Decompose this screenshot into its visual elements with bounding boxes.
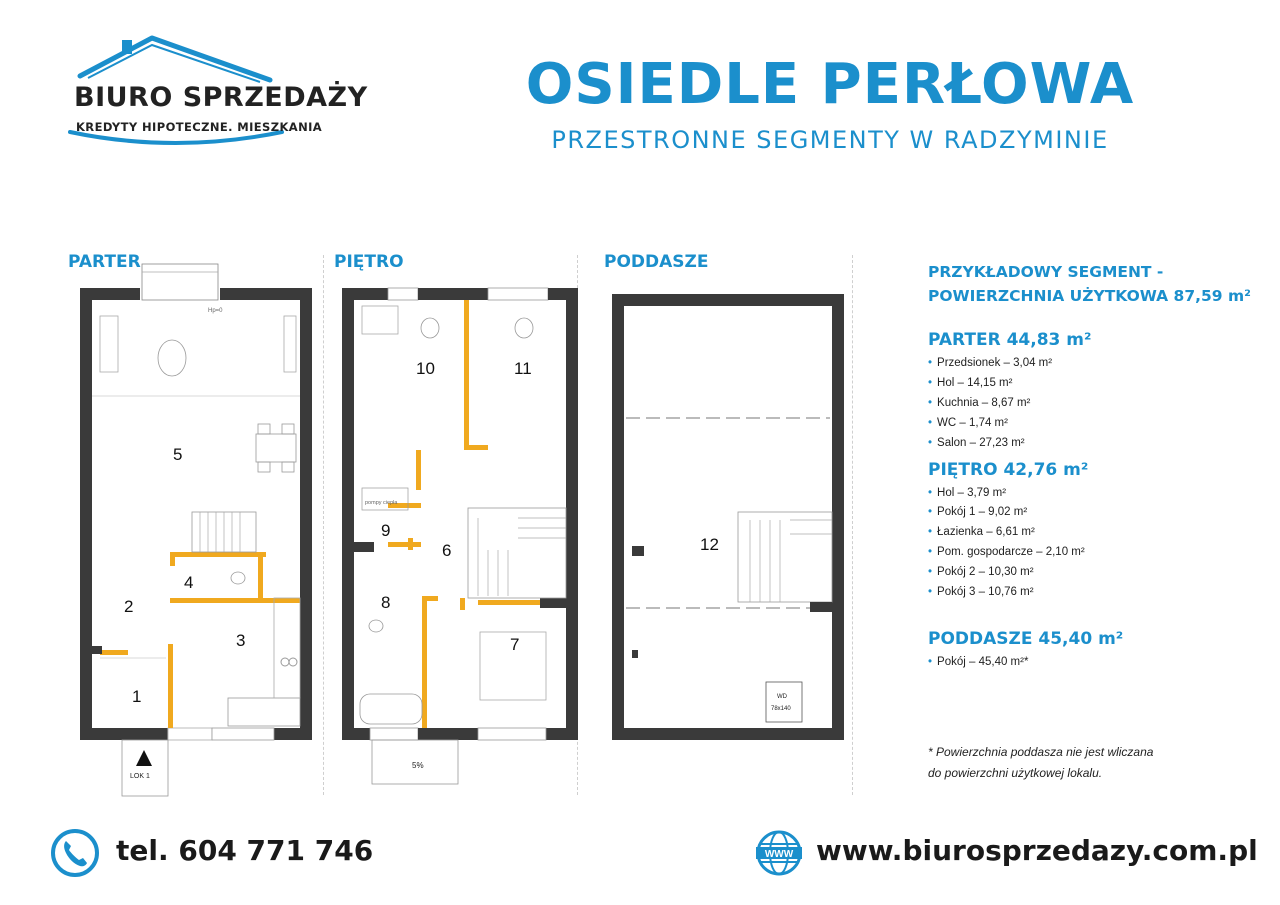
section-title-parter: PARTER 44,83 m² — [928, 330, 1092, 350]
area-info-panel — [928, 260, 1268, 673]
company-logo — [60, 28, 368, 153]
list-item: • Pom. gospodarcze – 2,10 m² — [928, 546, 1085, 559]
svg-text:WWW: WWW — [764, 849, 794, 860]
separator — [323, 255, 324, 795]
room-number: 4 — [184, 573, 194, 592]
floor-label-pietro: PIĘTRO — [334, 252, 404, 272]
section-title-pietro: PIĘTRO 42,76 m² — [928, 459, 1089, 480]
roof-window-size: 78x140 — [771, 706, 791, 712]
list-item: • Hol – 14,15 m² — [928, 376, 1013, 389]
room-number: 8 — [381, 593, 391, 612]
room-number: 9 — [381, 521, 391, 540]
list-item: • Przedsionek – 3,04 m² — [928, 357, 1053, 369]
slope-label: 5% — [412, 761, 424, 770]
website-link[interactable]: www.biurosprzedazy.com.pl — [816, 834, 1258, 867]
list-item: • WC – 1,74 m² — [928, 416, 1008, 429]
floor-label-parter: PARTER — [68, 252, 141, 272]
floor-plan-parter — [60, 258, 322, 798]
list-item: • Pokój 3 – 10,76 m² — [928, 586, 1034, 599]
list-item: • Pokój 1 – 9,02 m² — [928, 506, 1028, 519]
room-number: 7 — [510, 635, 520, 654]
room-number: 12 — [700, 535, 719, 554]
list-item: • Pokój – 45,40 m²* — [928, 655, 1029, 668]
room-number: 1 — [132, 687, 142, 706]
footnote-line2: do powierzchni użytkowej lokalu. — [928, 766, 1103, 780]
list-item: • Hol – 3,79 m² — [928, 486, 1007, 499]
footnote — [928, 742, 1153, 784]
floor-label-poddasze: PODDASZE — [604, 252, 709, 272]
room-number: 11 — [514, 359, 532, 378]
room-list-pietro — [928, 484, 1268, 603]
info-heading-line1: PRZYKŁADOWY SEGMENT - — [928, 263, 1164, 281]
separator — [852, 255, 853, 795]
floor-plan-pietro — [332, 258, 582, 798]
room-number: 3 — [236, 631, 246, 650]
pump-label: pompy ciepła — [365, 500, 398, 506]
info-heading-line2: POWIERZCHNIA UŻYTKOWA 87,59 m² — [928, 287, 1251, 305]
phone-number[interactable]: tel. 604 771 746 — [116, 834, 374, 867]
room-number: 2 — [124, 597, 134, 616]
page-title: OSIEDLE PERŁOWA — [525, 52, 1135, 117]
list-item: • Kuchnia – 8,67 m² — [928, 396, 1031, 409]
phone-icon[interactable] — [50, 828, 100, 883]
level-mark: Hp=0 — [208, 308, 223, 314]
globe-www-icon[interactable] — [754, 828, 804, 883]
logo-tagline: KREDYTY HIPOTECZNE. MIESZKANIA — [76, 120, 323, 134]
list-item: • Salon – 27,23 m² — [928, 436, 1025, 449]
room-number: 6 — [442, 541, 452, 560]
list-item: • Łazienka – 6,61 m² — [928, 526, 1035, 539]
floor-plan-poddasze — [604, 258, 850, 798]
room-list-parter — [928, 354, 1268, 454]
entrance-label: LOK 1 — [130, 773, 150, 780]
section-title-poddasze: PODDASZE 45,40 m² — [928, 628, 1124, 649]
roof-window-label: WD — [777, 694, 787, 700]
page-subtitle: PRZESTRONNE SEGMENTY W RADZYMINIE — [551, 126, 1109, 154]
list-item: • Pokój 2 – 10,30 m² — [928, 566, 1034, 579]
footnote-line1: * Powierzchnia poddasza nie jest wliczana — [928, 745, 1154, 759]
room-number: 10 — [416, 359, 435, 378]
room-number: 5 — [173, 445, 183, 464]
logo-brand: BIURO SPRZEDAŻY — [74, 82, 368, 113]
room-list-poddasze — [928, 653, 1268, 673]
